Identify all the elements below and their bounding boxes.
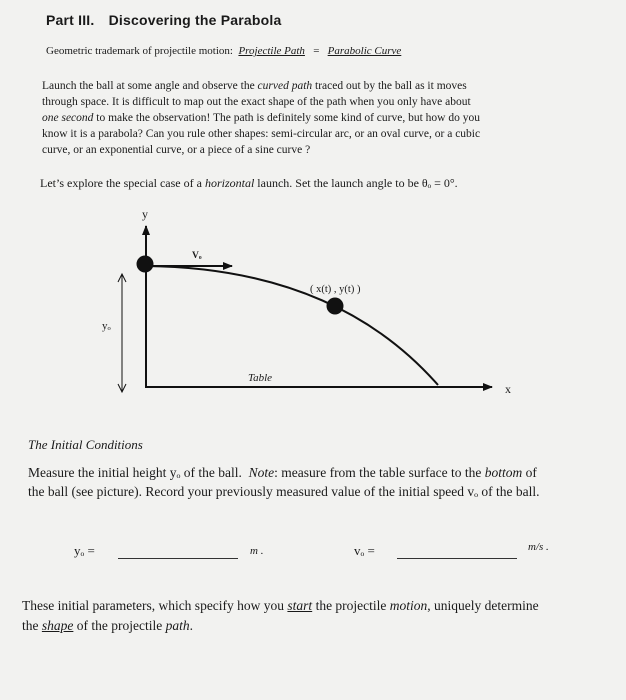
intro-line-3: one second to make the observation! The path is definitely some kind of curve, but how do you — [42, 112, 480, 124]
trademark-line: Geometric trademark of projectile motion: Projectile Path = Parabolic Curve — [46, 45, 402, 57]
initial-conditions-heading: The Initial Conditions — [28, 437, 143, 452]
intro-line-1: Launch the ball at some angle and observe the curved path traced out by the ball as it moves — [42, 80, 467, 92]
y0-input-line[interactable] — [118, 558, 238, 559]
y0-label: yₒ — [102, 320, 111, 332]
explore-line: Let’s explore the special case of a horizontal launch. Set the launch angle to be θₒ = 0°. — [40, 176, 458, 190]
intro-line-2: through space. It is difficult to map out the exact shape of the path when you only have about — [42, 96, 471, 108]
intro-line-4: know it is a parabola? Can you rule other shapes: semi-circular arc, or an oval curve, or a cubic — [42, 128, 481, 140]
initial-line-2: the ball (see picture). Record your previously measured value of the initial speed vₒ of the ball. — [28, 484, 540, 499]
v0-label: Vₒ — [192, 251, 202, 261]
closing-line-2: the shape of the projectile path. — [22, 618, 193, 633]
v0-unit: m/s . — [528, 541, 549, 553]
v0-field-label: vₒ = — [354, 543, 375, 558]
trajectory-curve — [146, 266, 438, 385]
closing-line-1: These initial parameters, which specify how you start the projectile motion, uniquely determine — [22, 598, 539, 613]
page-title: Part III. Discovering the Parabola — [46, 12, 282, 28]
intro-line-5: curve, or an exponential curve, or a piece of a sine curve ? — [42, 144, 311, 156]
ball-position — [327, 298, 344, 315]
y0-unit: m . — [250, 545, 264, 557]
v0-input-line[interactable] — [397, 558, 517, 559]
table-label: Table — [248, 372, 273, 384]
initial-line-1: Measure the initial height yₒ of the ball. Note: measure from the table surface to the bottom of — [28, 465, 537, 480]
point-label: ( x(t) , y(t) ) — [310, 284, 361, 295]
y0-field-label: yₒ = — [74, 543, 95, 558]
x-axis-label: x — [505, 382, 511, 396]
ball-initial — [137, 256, 154, 273]
y-axis-label: y — [142, 207, 148, 221]
